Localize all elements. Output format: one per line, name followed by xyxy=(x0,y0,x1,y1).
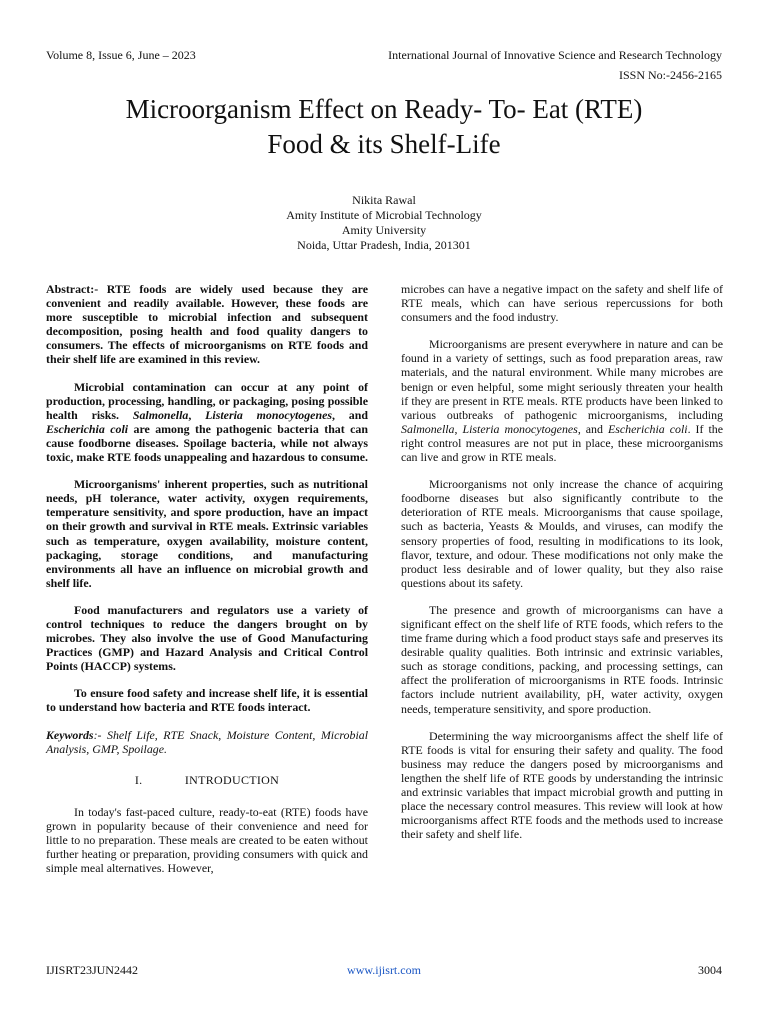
intro-paragraph: microbes can have a negative impact on the safety and shelf life of RTE meals, which can have serious repercussions for both consumers and the food industry. xyxy=(401,282,723,325)
website-link[interactable]: www.ijisrt.com xyxy=(347,963,421,977)
intro-paragraph: Determining the way microorganisms affect the shelf life of RTE foods is vital for ensuring their safety and quality. The food business may reduce the dangers posed by microorganisms and lengthen the shelf life of RTE goods by understanding the intrinsic and extrinsic variables that impact microbial growth and putting in place the necessary control measures. This review will look at how microorganisms affect RTE foods and the methods used to increase their safety and shelf life. xyxy=(401,728,723,842)
keywords-label: Keywords xyxy=(46,727,94,742)
author-block xyxy=(184,193,584,253)
issn: ISSN No:-2456-2165 xyxy=(618,68,722,82)
section-number: I. xyxy=(134,772,143,787)
intro-paragraph: In today's fast-paced culture, ready-to-eat (RTE) foods have grown in popularity because of their convenience and need for little to no preparation. These meals are created to be eaten without further heating or preparation, providing consumers with quick and simple meal alternatives. However, xyxy=(46,804,368,876)
abstract-paragraph: Abstract:- RTE foods are widely used because they are convenient and readily available. However, these foods are more susceptible to microbial infection and subsequent decomposition, posing health and food quality dangers to consumers. The effects of microorganisms on RTE foods and their shelf life are examined in this review. xyxy=(46,282,368,367)
section-title: INTRODUCTION xyxy=(184,772,280,787)
abstract-paragraph: Food manufacturers and regulators use a variety of control techniques to reduce the dangers brought on by microbes. They also involve the use of Good Manufacturing Practices (GMP) and Hazard Analysis and Critical Control Points (HACCP) systems. xyxy=(46,602,368,674)
species-listeria: Listeria monocytogenes xyxy=(205,407,332,422)
keywords xyxy=(46,728,368,756)
abstract-paragraph: Microorganisms' inherent properties, such as nutritional needs, pH tolerance, water activity, oxygen requirements, temperature sensitivity, and spore production, have an impact on their growth and survival in RTE meals. Extrinsic variables such as temperature, oxygen availability, moisture content, packaging, storage conditions, and manufacturing environments all have an influence on microbial growth and shelf life. xyxy=(46,477,368,590)
title-line-1: Microorganism Effect on Ready- To- Eat (RTE) xyxy=(125,94,643,124)
author-name: Nikita Rawal xyxy=(352,193,416,207)
section-heading xyxy=(46,773,368,787)
intro-paragraph: Microorganisms not only increase the chance of acquiring foodborne diseases but also significantly contribute to the deterioration of RTE meals. Microorganisms that cause spoilage, such as bacteria, Yeasts & Moulds, and viruses, can modify the sensory properties of food, resulting in modifications to its look, flavor, texture, and odour. These modifications not only make the product less desirable and of lower quality, but they also raise questions about its safety. xyxy=(401,477,723,590)
page-number: 3004 xyxy=(698,963,722,977)
paper-title xyxy=(40,92,728,162)
species-ecoli: Escherichia coli xyxy=(46,421,129,436)
left-column xyxy=(46,282,368,888)
paper-id: IJISRT23JUN2442 xyxy=(46,963,138,977)
volume-info: Volume 8, Issue 6, June – 2023 xyxy=(46,48,196,62)
species-listeria: Listeria monocytogenes xyxy=(462,421,578,436)
species-ecoli: Escherichia coli xyxy=(607,421,688,436)
right-column xyxy=(401,282,723,854)
author-location: Noida, Uttar Pradesh, India, 201301 xyxy=(297,238,471,252)
intro-paragraph: The presence and growth of microorganisms can have a significant effect on the shelf life of RTE foods, which refers to the time frame during which a food product stays safe and preserves its desirable quality qualities. Both intrinsic and extrinsic variables, such as storage conditions, packing, and processing settings, can affect the proliferation of microorganisms in RTE foods. Intrinsic factors include nutrient availability, pH, water activity, oxygen needs, temperature sensitivity, and spore production. xyxy=(401,602,723,716)
journal-name: International Journal of Innovative Science and Research Technology xyxy=(388,48,722,62)
keywords-text: :- Shelf Life, RTE Snack, Moisture Content, Microbial Analysis, GMP, Spoilage. xyxy=(46,727,368,756)
species-salmonella: Salmonella xyxy=(132,407,189,422)
abstract-paragraph: To ensure food safety and increase shelf life, it is essential to understand how bacteria and RTE foods interact. xyxy=(46,686,368,715)
author-institute: Amity Institute of Microbial Technology xyxy=(286,208,482,222)
author-university: Amity University xyxy=(341,223,427,237)
title-line-2: Food & its Shelf-Life xyxy=(267,129,501,159)
intro-paragraph: Microorganisms are present everywhere in nature and can be found in a variety of settings, such as food preparation areas, raw materials, and the natural environment. While many microbes are benign or even helpful, some might seriously threaten your health if they are present in RTE meals. RTE products have been linked to various outbreaks of pathogenic microorganisms, including Salmonella, Listeria monocytogenes, and Escherichia coli. If the right control measures are not put in place, these microorganisms can live and grow in RTE meals. xyxy=(401,337,723,465)
abstract-paragraph: Microbial contamination can occur at any point of production, processing, handling, or packaging, posing possible health risks. Salmonella, Listeria monocytogenes, and Escherichia coli are among the pathogenic bacteria that can cause foodborne diseases. Spoilage bacteria, while not always toxic, make RTE foods unappealing and hazardous to consume. xyxy=(46,379,368,465)
species-salmonella: Salmonella xyxy=(401,421,455,436)
